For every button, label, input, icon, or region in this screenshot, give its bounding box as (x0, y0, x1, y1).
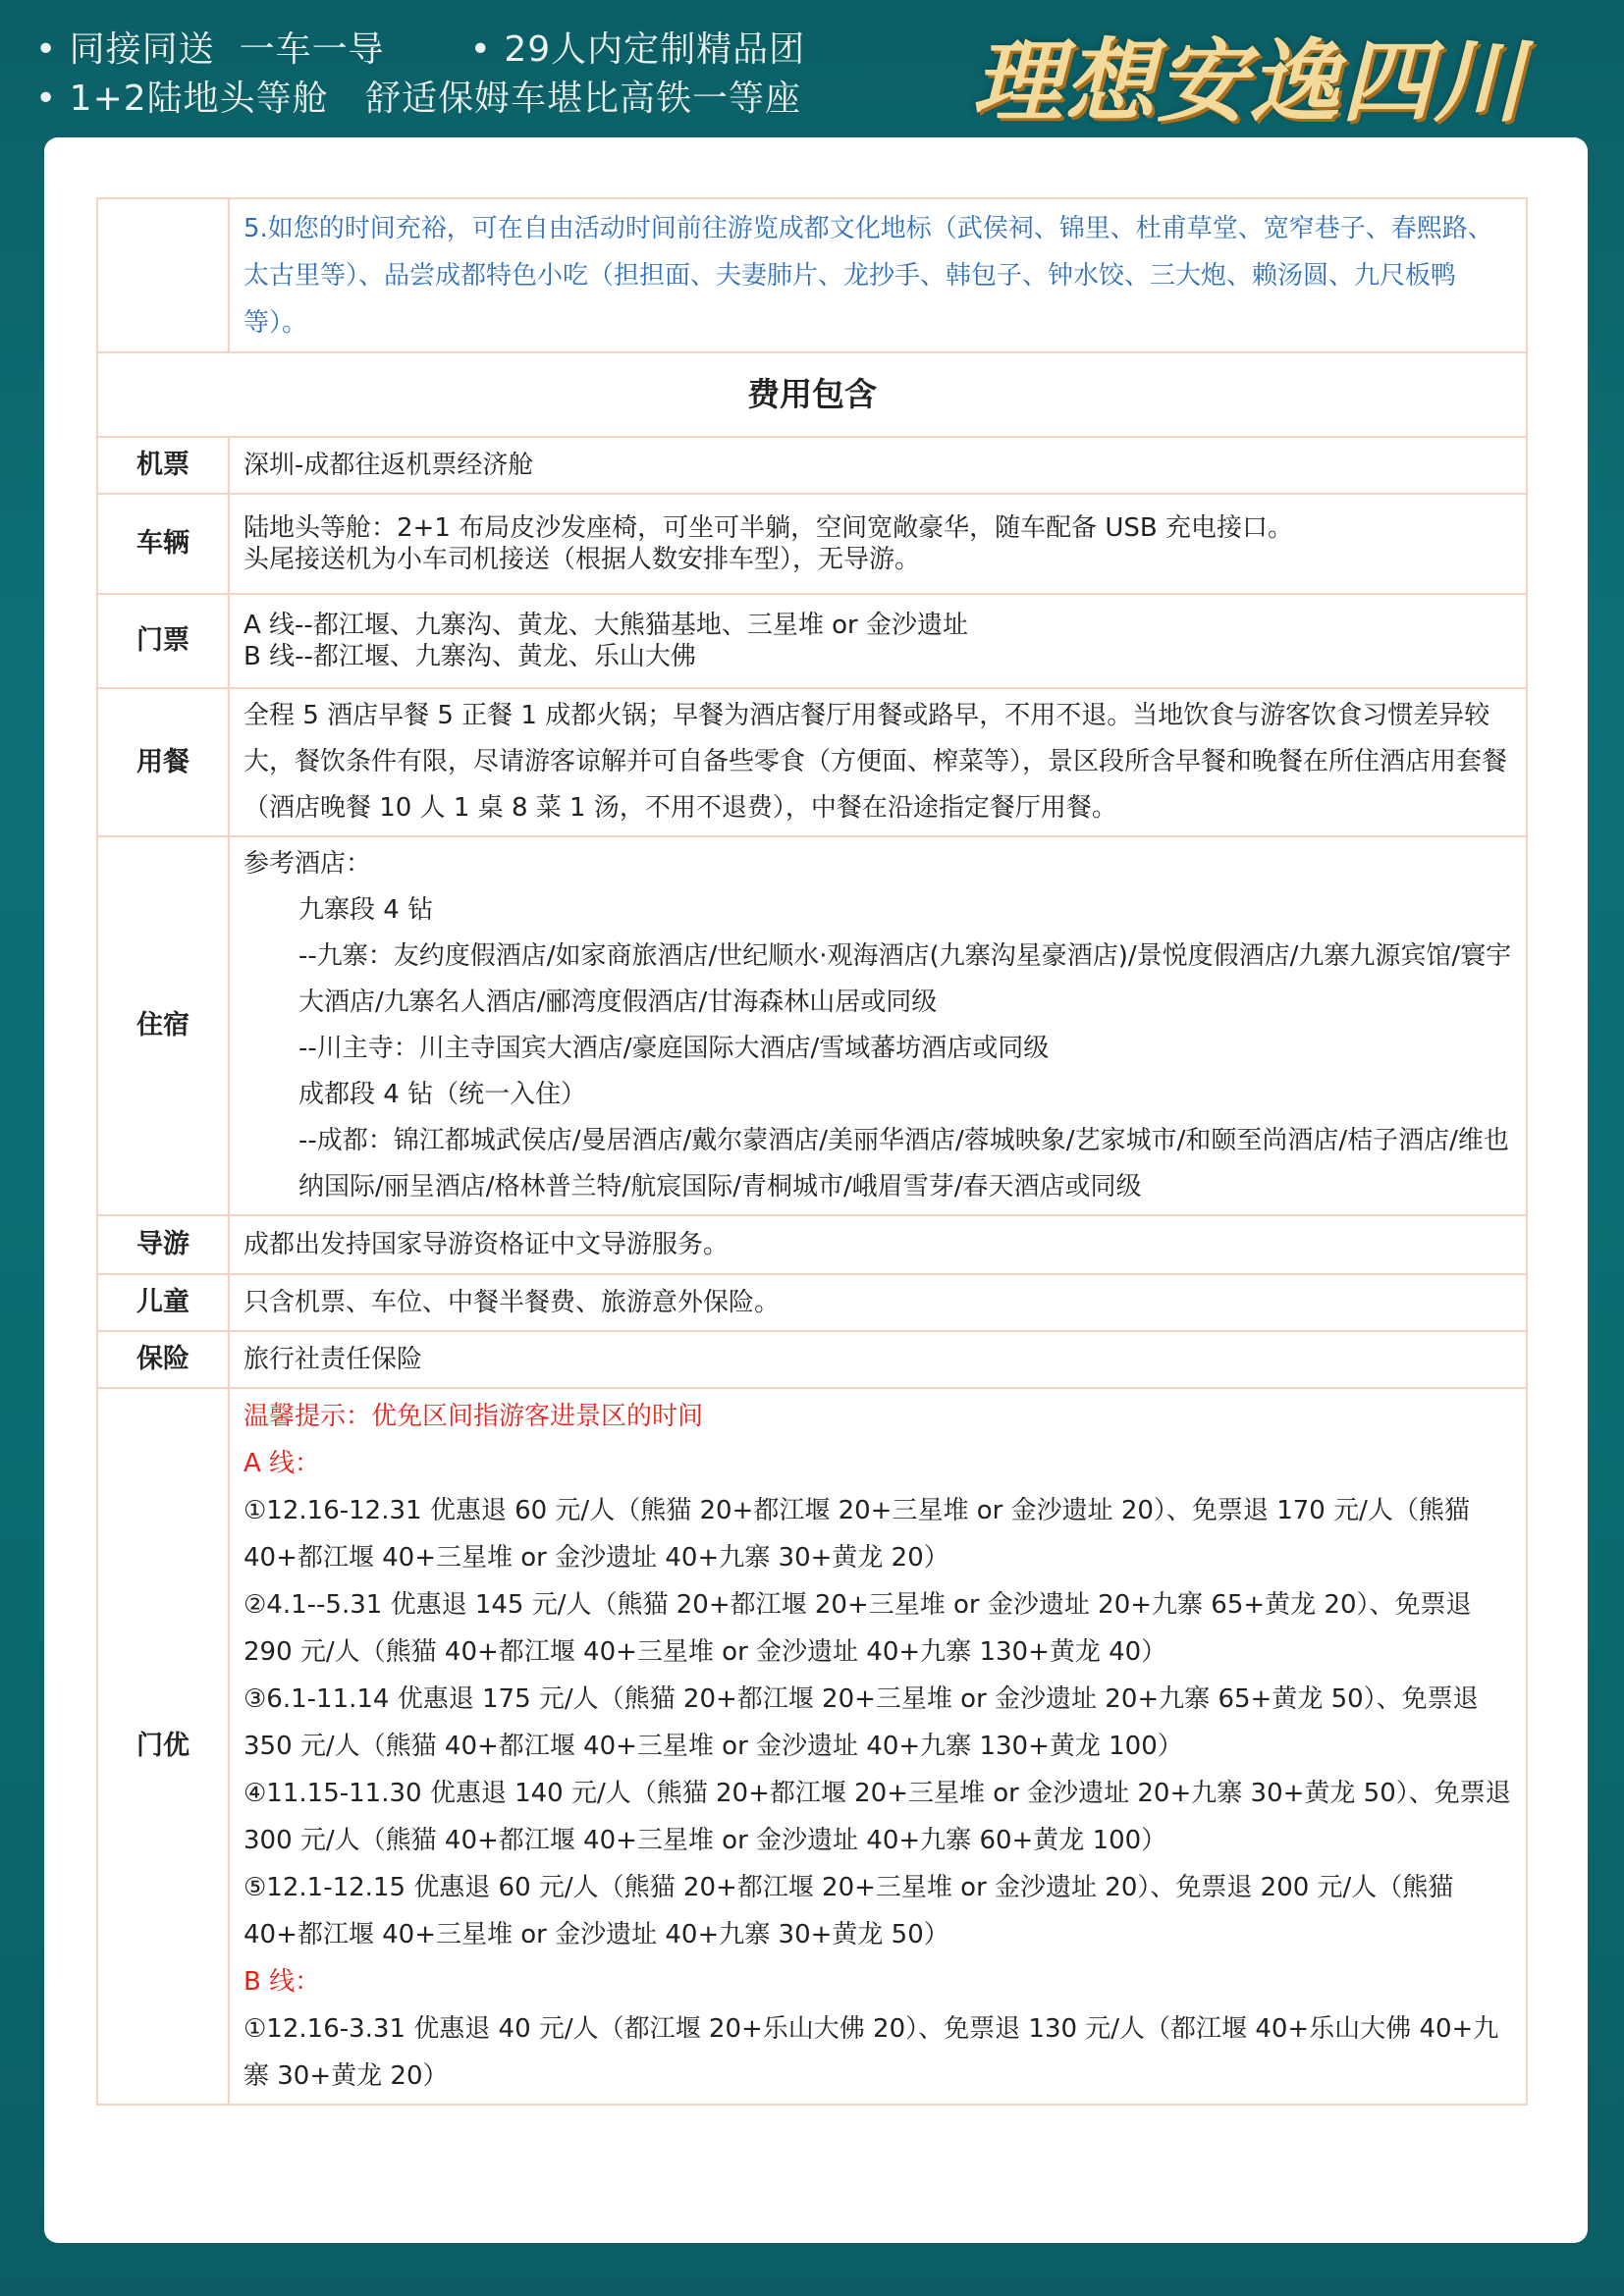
row-line: A 线--都江堰、九寨沟、黄龙、大熊猫基地、三星堆 or 金沙遗址 (244, 611, 968, 640)
row-line: 参考酒店： (244, 849, 372, 879)
table-row (97, 1331, 1527, 1388)
discount-item: ⑤12.1-12.15 优惠退 60 元/人（熊猫 20+都江堰 20+三星堆 or 金沙遗址 20）、免票退 200 元/人（熊猫 40+都江堰 40+三星堆 or 金沙遗址 40+九寨 30+黄龙 50） (244, 1873, 1454, 1949)
table-row (97, 198, 1527, 352)
row-line: B 线--都江堰、九寨沟、黄龙、乐山大佛 (244, 642, 696, 671)
section-title-row (97, 352, 1527, 437)
itinerary-table (96, 197, 1528, 2106)
row-line: 全程 5 酒店早餐 5 正餐 1 成都火锅；早餐为酒店餐厅用餐或路早，不用不退。当地饮食与游客饮食习惯差异较大，餐饮条件有限，尽请游客谅解并可自备些零食（方便面、榨菜等），景区段所含早餐和晚餐在所住酒店用套餐（酒店晚餐 10 人 1 桌 8 菜 1 汤，不用不退费），中餐在沿途指定餐厅用餐。 (244, 701, 1508, 823)
row-label: 住宿 (97, 836, 229, 1215)
row-line: 成都段 4 钻（统一入住） (298, 1080, 587, 1109)
row-label: 儿童 (97, 1274, 229, 1331)
discount-item: ③6.1-11.14 优惠退 175 元/人（熊猫 20+都江堰 20+三星堆 or 金沙遗址 20+九寨 65+黄龙 50）、免票退 350 元/人（熊猫 40+都江堰 40+三星堆 or 金沙遗址 40+九寨 130+黄龙 100） (244, 1684, 1479, 1761)
line-a-title: A 线： (244, 1449, 321, 1478)
row-line: --川主寺：川主寺国宾大酒店/豪庭国际大酒店/雪域蕃坊酒店或同级 (298, 1034, 1050, 1063)
tip-text: 温馨提示：优免区间指游客进景区的时间 (244, 1402, 704, 1431)
row-line: 旅行社责任保险 (244, 1345, 423, 1374)
discount-item: ①12.16-3.31 优惠退 40 元/人（都江堰 20+乐山大佛 20）、免票退 130 元/人（都江堰 40+乐山大佛 40+九寨 30+黄龙 20） (244, 2014, 1499, 2091)
row-label: 保险 (97, 1331, 229, 1388)
brand-logo: 理想安逸四川 (971, 28, 1526, 134)
discount-item: ②4.1--5.31 优惠退 145 元/人（熊猫 20+都江堰 20+三星堆 or 金沙遗址 20+九寨 65+黄龙 20）、免票退 290 元/人（熊猫 40+都江堰 40+三星堆 or 金沙遗址 40+九寨 130+黄龙 40） (244, 1590, 1472, 1667)
row-content (229, 1215, 1527, 1274)
table-row (97, 688, 1527, 836)
header-slogans (35, 26, 805, 124)
slogan-line-2: • 1+2陆地头等舱 舒适保姆车堪比高铁一等座 (35, 79, 801, 119)
discount-item: ④11.15-11.30 优惠退 140 元/人（熊猫 20+都江堰 20+三星堆 or 金沙遗址 20+九寨 30+黄龙 50）、免票退 300 元/人（熊猫 40+都江堰 40+三星堆 or 金沙遗址 40+九寨 60+黄龙 100） (244, 1779, 1511, 1855)
discount-item: ①12.16-12.31 优惠退 60 元/人（熊猫 20+都江堰 20+三星堆 or 金沙遗址 20）、免票退 170 元/人（熊猫 40+都江堰 40+三星堆 or 金沙遗址 40+九寨 30+黄龙 20） (244, 1496, 1470, 1573)
discount-content (229, 1388, 1527, 2105)
slogan-line-1: • 同接同送 一车一导 • 29人内定制精品团 (35, 29, 806, 70)
row-content (229, 688, 1527, 836)
row-line: --成都：锦江都城武侯店/曼居酒店/戴尔蒙酒店/美丽华酒店/蓉城映象/艺家城市/和颐至尚酒店/桔子酒店/维也纳国际/丽呈酒店/格林普兰特/航宸国际/青桐城市/峨眉雪芽/春天酒店或同级 (298, 1126, 1509, 1201)
row-label: 门优 (97, 1388, 229, 2105)
row-content (229, 494, 1527, 594)
row-label: 车辆 (97, 494, 229, 594)
content-card (44, 137, 1588, 2243)
row-label: 导游 (97, 1215, 229, 1274)
row-line: 九寨段 4 钻 (298, 895, 434, 925)
row-label: 机票 (97, 437, 229, 494)
row-content (229, 594, 1527, 688)
line-b-title: B 线： (244, 1967, 321, 1997)
table-row (97, 594, 1527, 688)
section-title: 费用包含 (97, 352, 1527, 437)
table-row (97, 494, 1527, 594)
intro-text: 5.如您的时间充裕，可在自由活动时间前往游览成都文化地标（武侯祠、锦里、杜甫草堂、宽窄巷子、春熙路、太古里等）、品尝成都特色小吃（担担面、夫妻肺片、龙抄手、韩包子、钟水饺、三大炮、赖汤圆、九尺板鸭等）。 (229, 198, 1527, 352)
row-line: 成都出发持国家导游资格证中文导游服务。 (244, 1230, 730, 1259)
table-row (97, 437, 1527, 494)
table-row (97, 1388, 1527, 2105)
row-line: 只含机票、车位、中餐半餐费、旅游意外保险。 (244, 1288, 781, 1317)
table-row (97, 1274, 1527, 1331)
row-line: 头尾接送机为小车司机接送（根据人数安排车型），无导游。 (244, 545, 921, 574)
row-content (229, 836, 1527, 1215)
table-row (97, 1215, 1527, 1274)
row-content (229, 1274, 1527, 1331)
row-content (229, 437, 1527, 494)
row-content (229, 1331, 1527, 1388)
row-line: 陆地头等舱：2+1 布局皮沙发座椅，可坐可半躺，空间宽敞豪华，随车配备 USB 充电接口。 (244, 513, 1294, 543)
row-line: --九寨：友约度假酒店/如家商旅酒店/世纪顺水·观海酒店(九寨沟星豪酒店)/景悦度假酒店/九寨九源宾馆/寰宇大酒店/九寨名人酒店/郦湾度假酒店/甘海森林山居或同级 (298, 941, 1512, 1017)
row-line: 深圳-成都往返机票经济舱 (244, 451, 534, 480)
row-label: 用餐 (97, 688, 229, 836)
row-label: 门票 (97, 594, 229, 688)
table-row (97, 836, 1527, 1215)
